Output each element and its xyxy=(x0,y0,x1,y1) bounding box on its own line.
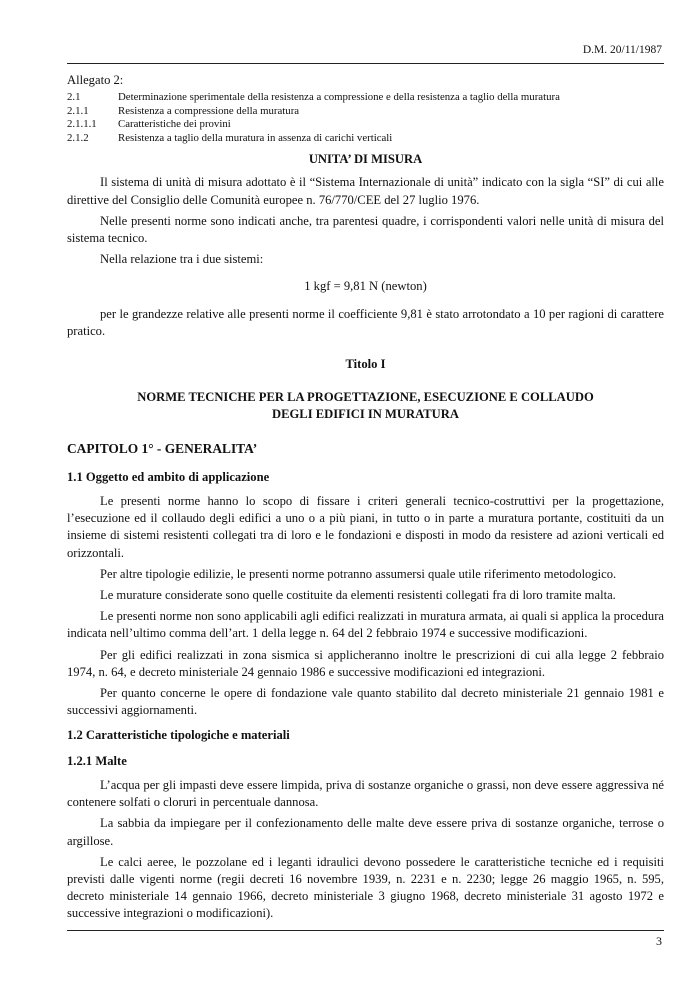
toc-item-number: 2.1.1 xyxy=(67,104,89,117)
toc-item-title: Caratteristiche dei provini xyxy=(118,118,231,131)
unita-heading: UNITA’ DI MISURA xyxy=(308,152,423,167)
allegato-label: Allegato 2: xyxy=(67,73,124,87)
footer-divider xyxy=(67,930,664,931)
unita-paragraph: Nella relazione tra i due sistemi: xyxy=(100,252,264,267)
toc-item-title: Determinazione sperimentale della resistenza a compressione e della resistenza a taglio della muratura xyxy=(118,91,560,104)
toc-item-number: 2.1.1.1 xyxy=(67,118,97,131)
subsection-heading: 1.2.1 Malte xyxy=(67,753,127,768)
toc-item xyxy=(67,132,664,146)
titolo-main-heading xyxy=(67,389,664,423)
body-paragraph: Le presenti norme hanno lo scopo di fissare i criteri generali tecnico-costruttivi per la progettazione, l’esecuzione ed il collaudo degli edifici a uno o a più piani, in tutto o in parte a muratura portante, costituiti da un insieme di sistemi resistenti collegati tra di loro e le fondazioni e disposti in modo da resistere ad azioni verticali ed orizzontali. xyxy=(67,494,664,560)
body-paragraph: Le presenti norme non sono applicabili agli edifici realizzati in muratura armata, ai quali si applica la procedura indicata nell’ultimo comma dell’art. 1 della legge n. 64 del 2 febbraio 1974 e successive modificazioni. xyxy=(67,609,664,641)
page-content xyxy=(67,72,664,927)
titolo-label: Titolo I xyxy=(345,357,386,372)
unita-paragraph: Nelle presenti norme sono indicati anche, tra parentesi quadre, i corrispondenti valori nelle unità di misura del sistema tecnico. xyxy=(67,213,664,246)
section-heading: 1.1 Oggetto ed ambito di applicazione xyxy=(67,469,270,484)
body-paragraph: Per altre tipologie edilizie, le presenti norme potranno assumersi quale utile riferimento metodologico. xyxy=(100,566,617,581)
toc-item xyxy=(67,91,664,105)
toc-item xyxy=(67,105,664,119)
page-number: 3 xyxy=(656,934,662,948)
body-paragraph: L’acqua per gli impasti deve essere limpida, priva di sostanze organiche o grassi, non deve essere aggressiva né contenere solfati o cloruri in percentuale dannosa. xyxy=(67,777,664,810)
body-paragraph: Le calci aeree, le pozzolane ed i leganti idraulici devono possedere le caratteristiche tecniche ed i requisiti previsti dalle vigenti norme (regii decreti 16 novembre 1939, n. 2231 e n. 2230; legge 26 maggio 1965, n. 595, decreto ministeriale 14 gennaio 1966, decreto ministeriale 3 giugno 1968, decreto ministeriale 31 agosto 1972 e successive integrazioni o modificazioni). xyxy=(67,854,664,921)
body-paragraph: Per quanto concerne le opere di fondazione vale quanto stabilito dal decreto ministeriale 21 gennaio 1981 e successivi aggiornamenti. xyxy=(67,686,664,718)
titolo-main-line: NORME TECNICHE PER LA PROGETTAZIONE, ESECUZIONE E COLLAUDO xyxy=(137,390,594,405)
unita-paragraph: Il sistema di unità di misura adottato è il “Sistema Internazionale di unità” indicato con la sigla “SI” di cui alle direttive del Consiglio delle Comunità europee n. 76/770/CEE del 27 luglio 1976. xyxy=(67,175,664,207)
section-heading: 1.2 Caratteristiche tipologiche e materiali xyxy=(67,728,290,743)
toc-item-number: 2.1.2 xyxy=(67,131,89,144)
titolo-main-line: DEGLI EDIFICI IN MURATURA xyxy=(272,407,459,422)
toc-item-number: 2.1 xyxy=(67,91,81,104)
chapter-heading: CAPITOLO 1° - GENERALITA’ xyxy=(67,440,258,456)
body-paragraph: Le murature considerate sono quelle costituite da elementi resistenti collegati fra di loro tramite malta. xyxy=(100,588,616,603)
body-paragraph: Per gli edifici realizzati in zona sismica si applicheranno inoltre le prescrizioni di cui alla legge 2 febbraio 1974, n. 64, e decreto ministeriale 24 gennaio 1986 e successive modificazioni ed integrazioni. xyxy=(67,647,664,679)
conversion-formula: 1 kgf = 9,81 N (newton) xyxy=(304,279,427,294)
toc-item-title: Resistenza a taglio della muratura in assenza di carichi verticali xyxy=(118,131,393,144)
toc-item-title: Resistenza a compressione della muratura xyxy=(118,104,300,117)
running-header: D.M. 20/11/1987 xyxy=(582,44,662,56)
toc-item xyxy=(67,118,664,132)
body-paragraph: La sabbia da impiegare per il confezionamento delle malte deve essere priva di sostanze organiche, terrose o argillose. xyxy=(67,816,664,848)
allegato-toc xyxy=(67,91,664,145)
header-divider xyxy=(67,63,664,64)
unita-paragraph: per le grandezze relative alle presenti norme il coefficiente 9,81 è stato arrotondato a 10 per ragioni di carattere pratico. xyxy=(67,306,664,338)
